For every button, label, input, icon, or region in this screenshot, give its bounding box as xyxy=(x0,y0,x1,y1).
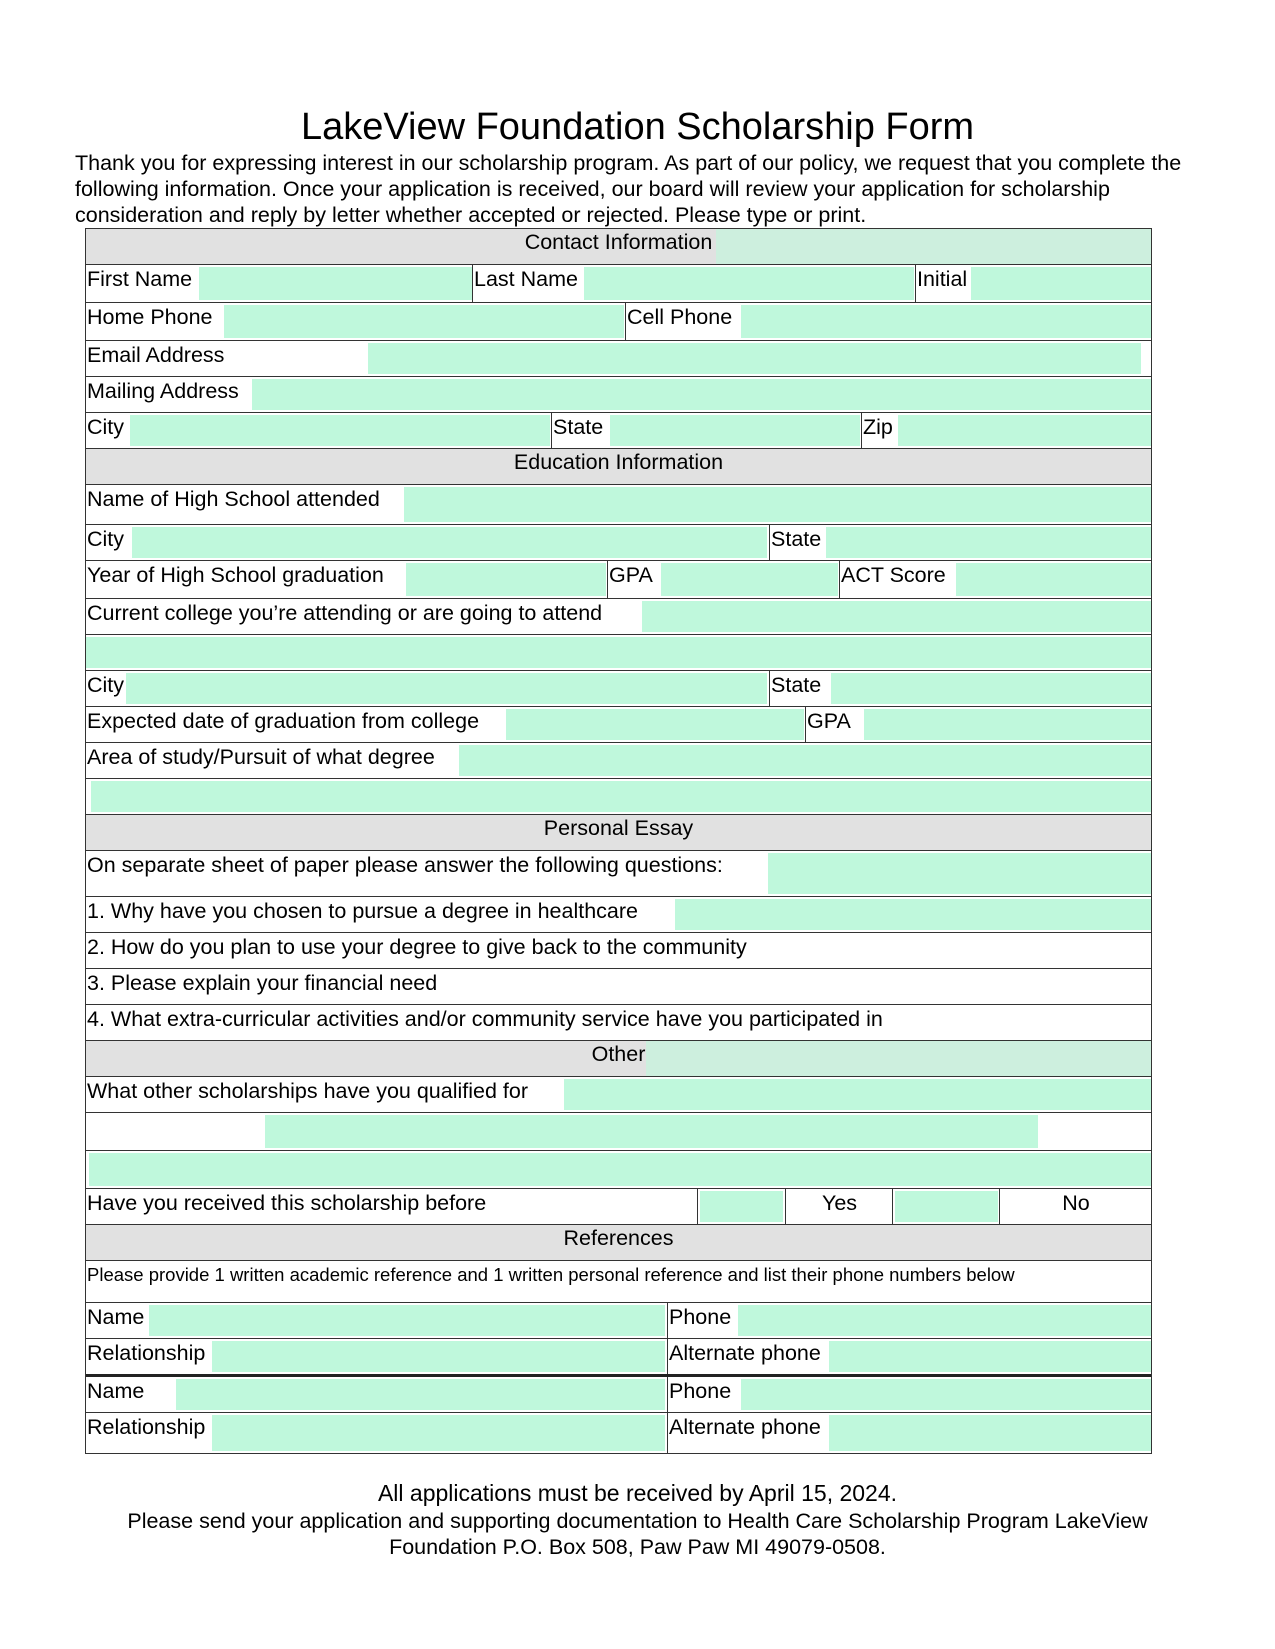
label-grad-year: Year of High School graduation xyxy=(87,563,384,587)
row-hs-city-state xyxy=(86,525,1151,561)
label-yes: Yes xyxy=(821,1191,858,1215)
other-scholarships-field[interactable] xyxy=(564,1079,1151,1110)
area-of-study-field[interactable] xyxy=(459,745,1151,776)
label-college-gpa: GPA xyxy=(807,709,851,733)
section-header-contact xyxy=(86,229,1151,265)
row-essay-q4 xyxy=(86,1005,1151,1041)
label-college-grad: Expected date of graduation from college xyxy=(87,709,480,733)
row-email xyxy=(86,341,1151,377)
row-essay-intro xyxy=(86,851,1151,897)
label-cell-phone: Cell Phone xyxy=(627,305,733,329)
row-phones xyxy=(86,303,1151,341)
label-ref2-relationship: Relationship xyxy=(87,1415,206,1439)
ref2-relationship-field[interactable] xyxy=(212,1415,665,1451)
cell-phone-field[interactable] xyxy=(741,305,1151,338)
label-state: State xyxy=(553,415,604,439)
row-essay-q1 xyxy=(86,897,1151,933)
label-other-scholarships: What other scholarships have you qualified for xyxy=(87,1079,528,1103)
act-score-field[interactable] xyxy=(956,563,1151,596)
cell-divider xyxy=(697,1189,698,1224)
section-title-other: Other xyxy=(591,1042,646,1066)
label-first-name: First Name xyxy=(87,267,193,291)
other-scholarships-field-line3[interactable] xyxy=(89,1153,1151,1186)
label-hs-city: City xyxy=(87,527,125,551)
label-mailing-address: Mailing Address xyxy=(87,379,239,403)
section-header-other xyxy=(86,1041,1151,1077)
section-title-education: Education Information xyxy=(513,450,724,474)
row-city-state-zip xyxy=(86,413,1151,449)
cell-divider xyxy=(892,1189,893,1224)
row-other-scholarships-2 xyxy=(86,1113,1151,1151)
intro-paragraph: Thank you for expressing interest in our scholarship program. As part of our policy, we request that you complete the following information. Once your application is received, our board will review your application for scholarship consideration and reply by letter whether accepted or rejected. Please type or print. xyxy=(75,151,1182,227)
row-ref1-name-phone xyxy=(86,1303,1151,1339)
ref2-name-field[interactable] xyxy=(176,1379,665,1410)
label-hs-state: State xyxy=(771,527,822,551)
label-ref2-phone: Phone xyxy=(669,1379,732,1403)
mailing-instructions: Please send your application and supporting documentation to Health Care Scholarship Program LakeView Foundation P.O. Box 508, Paw Paw MI 49079-0508. xyxy=(127,1509,1148,1559)
label-area-of-study: Area of study/Pursuit of what degree xyxy=(87,745,435,769)
row-college xyxy=(86,599,1151,635)
label-ref1-phone: Phone xyxy=(669,1305,732,1329)
row-high-school xyxy=(86,485,1151,525)
high-school-field[interactable] xyxy=(404,487,1151,522)
row-area-of-study-cont xyxy=(86,779,1151,815)
label-home-phone: Home Phone xyxy=(87,305,213,329)
row-mailing-address xyxy=(86,377,1151,413)
ref1-relationship-field[interactable] xyxy=(212,1341,665,1372)
label-hs-gpa: GPA xyxy=(609,563,653,587)
section-title-essay: Personal Essay xyxy=(543,816,694,840)
label-college-state: State xyxy=(771,673,822,697)
row-ref2-relationship xyxy=(86,1413,1151,1453)
essay-question-3: 3. Please explain your financial need xyxy=(87,971,438,995)
row-essay-q3 xyxy=(86,969,1151,1005)
email-field[interactable] xyxy=(368,343,1141,374)
label-high-school: Name of High School attended xyxy=(87,487,380,511)
label-act: ACT Score xyxy=(841,563,946,587)
essay-question-4: 4. What extra-curricular activities and/or community service have you participated in xyxy=(87,1007,883,1031)
hs-state-field[interactable] xyxy=(826,527,1151,558)
hs-city-field[interactable] xyxy=(132,527,767,558)
section-header-education xyxy=(86,449,1151,485)
essay-intro: On separate sheet of paper please answer the following questions: xyxy=(87,853,723,877)
ref2-alt-phone-field[interactable] xyxy=(829,1415,1151,1451)
section-header-essay xyxy=(86,815,1151,851)
essay-intro-field[interactable] xyxy=(768,853,1151,894)
label-ref1-relationship: Relationship xyxy=(87,1341,206,1365)
row-received-before xyxy=(86,1189,1151,1225)
section-header-references xyxy=(86,1225,1151,1261)
initial-field[interactable] xyxy=(971,267,1151,300)
label-ref2-name: Name xyxy=(87,1379,145,1403)
label-college-city: City xyxy=(87,673,125,697)
row-reference-instructions xyxy=(86,1261,1151,1303)
area-of-study-field-line2[interactable] xyxy=(91,781,1151,812)
label-email: Email Address xyxy=(87,343,225,367)
last-name-field[interactable] xyxy=(584,267,914,300)
zip-field[interactable] xyxy=(898,415,1151,446)
row-grad-gpa-act xyxy=(86,561,1151,599)
row-college-grad-gpa xyxy=(86,707,1151,743)
label-initial: Initial xyxy=(917,267,968,291)
college-field[interactable] xyxy=(642,601,1151,632)
row-ref1-relationship xyxy=(86,1339,1151,1377)
label-received-before: Have you received this scholarship before xyxy=(87,1191,487,1215)
hs-gpa-field[interactable] xyxy=(661,563,838,596)
essay-question-2: 2. How do you plan to use your degree to give back to the community xyxy=(87,935,747,959)
label-no: No xyxy=(1062,1191,1090,1215)
footer xyxy=(0,1478,1275,1560)
row-other-scholarships xyxy=(86,1077,1151,1113)
section-title-contact: Contact Information xyxy=(524,230,713,254)
label-ref2-alt-phone: Alternate phone xyxy=(669,1415,821,1439)
ref1-phone-field[interactable] xyxy=(738,1305,1151,1336)
college-field-line2[interactable] xyxy=(86,637,1151,668)
college-grad-field[interactable] xyxy=(506,709,804,740)
college-state-field[interactable] xyxy=(831,673,1151,704)
other-scholarships-field-line2[interactable] xyxy=(265,1115,1038,1148)
label-city: City xyxy=(87,415,125,439)
row-ref2-name-phone xyxy=(86,1377,1151,1413)
row-name xyxy=(86,265,1151,303)
scholarship-form xyxy=(85,228,1152,1454)
state-field[interactable] xyxy=(610,415,860,446)
row-college-city-state xyxy=(86,671,1151,707)
essay-q1-field[interactable] xyxy=(675,899,1151,930)
ref1-alt-phone-field[interactable] xyxy=(829,1341,1151,1372)
label-ref1-name: Name xyxy=(87,1305,145,1329)
yes-checkbox-field[interactable] xyxy=(700,1191,783,1222)
form-title: LakeView Foundation Scholarship Form xyxy=(300,106,975,148)
grad-year-field[interactable] xyxy=(406,563,606,596)
no-checkbox-field[interactable] xyxy=(895,1191,998,1222)
row-essay-q2 xyxy=(86,933,1151,969)
row-other-scholarships-3 xyxy=(86,1151,1151,1189)
home-phone-field[interactable] xyxy=(224,305,624,338)
ref1-name-field[interactable] xyxy=(149,1305,665,1336)
mailing-address-field[interactable] xyxy=(252,379,1151,410)
essay-question-1: 1. Why have you chosen to pursue a degree in healthcare xyxy=(87,899,638,923)
reference-instructions: Please provide 1 written academic reference and 1 written personal reference and list their phone numbers below xyxy=(87,1264,1015,1285)
city-field[interactable] xyxy=(130,415,550,446)
label-ref1-alt-phone: Alternate phone xyxy=(669,1341,821,1365)
deadline-notice: All applications must be received by April 15, 2024. xyxy=(377,1480,898,1506)
section-title-references: References xyxy=(563,1226,674,1250)
college-gpa-field[interactable] xyxy=(864,709,1151,740)
row-area-of-study xyxy=(86,743,1151,779)
label-college: Current college you’re attending or are going to attend xyxy=(87,601,603,625)
first-name-field[interactable] xyxy=(199,267,472,300)
ref2-phone-field[interactable] xyxy=(741,1379,1151,1410)
row-college-cont xyxy=(86,635,1151,671)
label-zip: Zip xyxy=(863,415,893,439)
college-city-field[interactable] xyxy=(126,673,767,704)
label-last-name: Last Name xyxy=(474,267,578,291)
